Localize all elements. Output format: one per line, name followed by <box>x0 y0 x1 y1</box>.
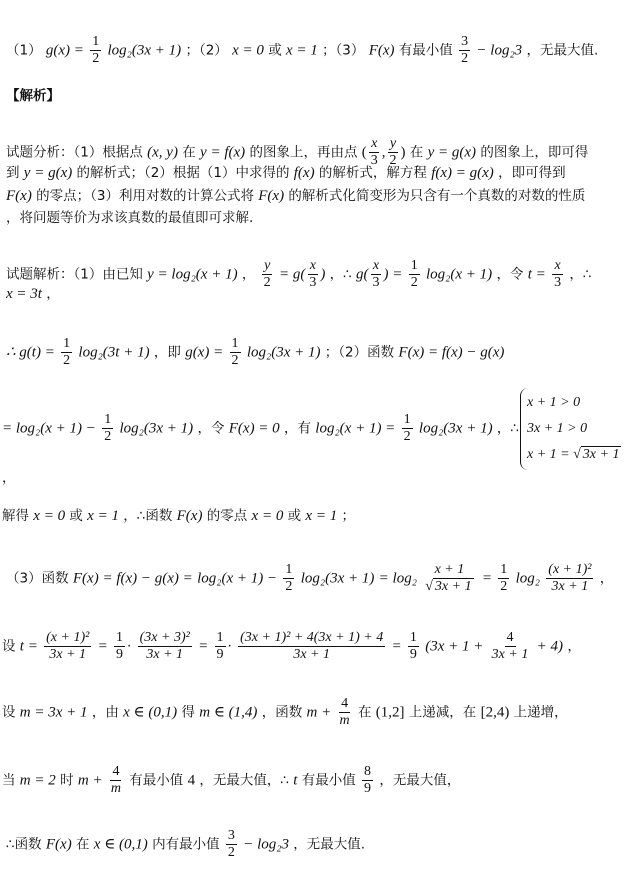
analysis-text: 的解析式，解方程 <box>318 165 427 181</box>
eq-part: ) <box>320 266 326 283</box>
solution-text: ， <box>46 286 60 302</box>
eq-part: F(x) <box>45 836 72 853</box>
eq-y-log: y = log₂(x + 1) <box>147 266 238 283</box>
eq-y-fx: y = f(x) <box>200 144 246 161</box>
analysis-line-4: ，将问题等价为求该真数的最值即可求解. <box>6 210 254 226</box>
answer-three-halves: $\frac{3}{2}$ <box>461 34 469 66</box>
fx: f(x) <box>293 165 315 181</box>
eq-part: [2,4) <box>480 704 510 721</box>
solution-text: ；（2）函数 <box>324 344 395 361</box>
answer-part3-label: ；（3） <box>322 42 365 59</box>
answer-end: ，无最大值. <box>526 42 599 59</box>
eq-part: x = 1 <box>305 508 338 524</box>
eq-part: F(x) = 0 <box>228 420 280 437</box>
eq-part: 4 <box>187 772 196 789</box>
analysis-line-3 <box>6 186 585 206</box>
fraction-half: $\frac{1}{2}$ <box>104 412 112 444</box>
eq-x-3t: x = 3t <box>6 286 42 302</box>
eq-part: x ∈ (0,1) <box>123 704 178 721</box>
analysis-text: 试题分析：（1）根据点 <box>6 144 143 161</box>
solution-text: 解得 <box>2 508 29 524</box>
fraction-4-m: $\frac{4}{m}$ <box>110 764 121 796</box>
answer-part2-label: ；（2） <box>185 42 228 59</box>
fraction-log-arg: $\frac{x + 1}{√ 3x + 1}$ <box>425 562 472 594</box>
case-system <box>520 388 621 470</box>
paren-close: ) <box>400 144 406 161</box>
eq-part: log₂(x + 1) = <box>315 420 396 437</box>
solution-line-9 <box>2 696 568 729</box>
eq-part: log₂(x + 1) − <box>197 570 278 587</box>
eq-part: log₂(x + 1) <box>426 266 493 283</box>
eq-part: t = <box>19 638 38 655</box>
solution-line-2 <box>6 284 60 304</box>
eq-part: log₂(3x + 1) <box>246 344 321 361</box>
eq-part: = log₂ <box>378 570 417 587</box>
eq-part: x = 0 <box>33 508 66 524</box>
eq-part: F(x) = f(x) − g(x) = <box>72 570 193 587</box>
eq-part: m ∈ (1,4) <box>199 704 258 721</box>
eq-part: = <box>391 638 402 655</box>
solution-line-5: ， <box>2 470 16 486</box>
solution-text: ，无最大值，∴ <box>199 772 289 789</box>
solution-line-1 <box>6 258 591 291</box>
eq-part: log₂(3x + 1) <box>418 420 493 437</box>
answer-or: 或 <box>268 42 282 59</box>
eq-part: = g( <box>278 266 306 283</box>
solution-text: 上递增， <box>513 704 568 721</box>
fraction-x-3: $\frac{x}{3}$ <box>370 136 378 168</box>
eq-part: + 4) <box>536 638 564 655</box>
eq-part: g( <box>356 266 369 283</box>
eq-part: = <box>97 638 108 655</box>
solution-text: 当 <box>2 772 16 789</box>
eq-part: ) = <box>383 266 403 283</box>
answer-Fx: F(x) <box>368 42 395 59</box>
answer-part1-label: （1） <box>6 42 42 59</box>
solution-text: ，∴ <box>329 266 352 283</box>
answer-g-lhs: g(x) = <box>45 42 84 59</box>
fraction-8-9: $\frac{8}{9}$ <box>364 764 372 796</box>
eq-part: = <box>481 570 492 587</box>
answer-half-fraction: $\frac{1}{2}$ <box>92 34 100 66</box>
solution-text: 得 <box>181 704 195 721</box>
solution-text: 在 <box>357 704 372 721</box>
solution-text: ∴函数 <box>6 836 42 853</box>
jiexi-heading: 【解析】 <box>6 88 60 104</box>
fraction-ninth: $\frac{1}{9}$ <box>116 630 124 662</box>
eq-part: = <box>198 638 209 655</box>
answer-log-tail: − log₂3 <box>476 42 523 59</box>
solution-text: ， <box>567 638 581 655</box>
eq-part: (1,2] <box>375 704 405 721</box>
solution-text: （3）函数 <box>6 570 69 587</box>
analysis-text: 的图象上，即可得 <box>480 144 589 161</box>
solution-text: 试题解析：（1）由已知 <box>6 266 143 283</box>
solution-text: 时 <box>60 772 74 789</box>
paren-open: ( <box>361 144 367 161</box>
solution-text: ，即 <box>153 344 181 361</box>
case-row: 3x + 1 > 0 <box>527 421 588 436</box>
eq-part: m + <box>77 772 103 789</box>
solution-text: 设 <box>2 638 16 655</box>
dot: · <box>127 638 132 655</box>
fraction-half: $\frac{1}{2}$ <box>403 412 411 444</box>
eq-y-gx: y = g(x) <box>23 165 73 181</box>
answer-line <box>6 34 598 67</box>
solution-text: ，由 <box>91 704 119 721</box>
analysis-text: 的零点；（3）利用对数的计算公式将 <box>36 188 254 204</box>
fraction-three-halves: $\frac{3}{2}$ <box>227 828 235 860</box>
solution-text: ， <box>241 266 256 283</box>
solution-text: 设 <box>2 704 16 721</box>
analysis-text: ，即可得到 <box>498 165 566 181</box>
answer-x1: x = 1 <box>285 42 318 59</box>
fraction-half: $\frac{1}{2}$ <box>500 562 508 594</box>
answer-g-rhs: log₂(3x + 1) <box>107 42 182 59</box>
eq-part: = log₂(x + 1) − <box>2 420 96 437</box>
eq-y-gx: y = g(x) <box>427 144 477 161</box>
solution-text: 有最小值 <box>301 772 356 789</box>
solution-line-6 <box>2 506 355 526</box>
solution-text: 上递减，在 <box>408 704 477 721</box>
point-xy: (x, y) <box>147 144 178 161</box>
eq-part: m = 2 <box>19 772 56 789</box>
fraction-ninth: $\frac{1}{9}$ <box>216 630 224 662</box>
eq-part: x = 0 <box>251 508 284 524</box>
case-row: x + 1 = √ 3x + 1 <box>527 447 620 462</box>
solution-text: ，∴ <box>569 266 592 283</box>
eq-part: F(x) <box>176 508 203 524</box>
eq-part: t <box>293 772 298 789</box>
eq-part: log₂(3x + 1) <box>300 570 375 587</box>
eq-part: ∴ g(t) = <box>6 344 55 361</box>
solution-line-11 <box>6 828 365 861</box>
eq-fx-gx: f(x) = g(x) <box>431 165 494 181</box>
dot: · <box>227 638 232 655</box>
fraction-t3: $\frac{\text{(3x + 1)² + 4(3x + 1) + 4}}{3x + 1}$ <box>240 630 384 662</box>
analysis-text: 的图象上，再由点 <box>249 144 358 161</box>
solution-text: ，令 <box>197 420 225 437</box>
analysis-text: 的解析式；（2）根据（1）中求得的 <box>76 165 290 181</box>
fraction-y-2: $\frac{y}{2}$ <box>389 136 397 168</box>
fraction-x-3: $\frac{x}{3}$ <box>554 258 562 290</box>
solution-text: ，∴函数 <box>123 508 173 524</box>
Fx: F(x) <box>258 188 285 204</box>
eq-part: F(x) = f(x) − g(x) <box>398 344 505 361</box>
solution-text: ，有 <box>283 420 311 437</box>
solution-line-3 <box>6 336 504 369</box>
solution-line-7 <box>6 562 613 595</box>
solution-text: ，令 <box>496 266 524 283</box>
case-row: x + 1 > 0 <box>527 395 581 410</box>
fraction-x-3: $\frac{x}{3}$ <box>372 258 380 290</box>
solution-text: 在 <box>76 836 90 853</box>
solution-line-4 <box>2 412 519 445</box>
fraction-t4: $\frac{4}{3x + 1}$ <box>491 630 529 662</box>
analysis-line-2 <box>6 163 566 183</box>
eq-part: m + <box>306 704 332 721</box>
comma: , <box>381 144 386 161</box>
eq-part: m = 3x + 1 <box>19 704 88 721</box>
eq-part: g(x) = <box>185 344 224 361</box>
eq-part: t = <box>527 266 546 283</box>
fraction-x-3: $\frac{x}{3}$ <box>309 258 317 290</box>
fraction-t1: $\frac{\text{(x + 1)²}}{3x + 1}$ <box>46 630 90 662</box>
solution-text: ， <box>599 570 614 587</box>
answer-x0: x = 0 <box>232 42 264 59</box>
analysis-text: 在 <box>409 144 424 161</box>
Fx: F(x) <box>6 188 32 204</box>
fraction-t2: $\frac{\text{(3x + 3)²}}{3x + 1}$ <box>139 630 190 662</box>
eq-part: x = 1 <box>87 508 119 524</box>
fraction-ninth: $\frac{1}{9}$ <box>409 630 417 662</box>
fraction-half: $\frac{1}{2}$ <box>63 336 71 368</box>
fraction-log-arg2: $\frac{\text{(x + 1)²}}{3x + 1}$ <box>548 562 592 594</box>
answer-min-text: 有最小值 <box>398 42 453 59</box>
fraction-4-m: $\frac{4}{m}$ <box>339 696 350 728</box>
eq-part: log₂ <box>515 570 540 587</box>
solution-text: 内有最小值 <box>152 836 220 853</box>
solution-text: ； <box>341 508 355 524</box>
solution-text: ，∴ <box>496 420 519 437</box>
solution-text: ，无最大值， <box>379 772 461 789</box>
solution-line-10 <box>2 764 460 797</box>
eq-part: − log₂3 <box>243 836 289 853</box>
solution-line-8 <box>2 630 581 663</box>
solution-text: ，函数 <box>261 704 303 721</box>
eq-part: log₂(3x + 1) <box>119 420 194 437</box>
solution-text: 或 <box>69 508 83 524</box>
solution-text: 的零点 <box>206 508 248 524</box>
analysis-text: 到 <box>6 165 20 181</box>
eq-part: (3x + 1 + <box>425 638 484 655</box>
fraction-y-2: $\frac{y}{2}$ <box>263 258 271 290</box>
fraction-half: $\frac{1}{2}$ <box>231 336 239 368</box>
analysis-text: 的解析式化简变形为只含有一个真数的对数的性质 <box>288 188 586 204</box>
fraction-half: $\frac{1}{2}$ <box>410 258 418 290</box>
solution-text: 或 <box>287 508 302 524</box>
solution-text: 有最小值 <box>129 772 184 789</box>
analysis-text: 在 <box>182 144 196 161</box>
fraction-half: $\frac{1}{2}$ <box>285 562 293 594</box>
eq-part: log₂(3t + 1) <box>78 344 150 361</box>
solution-text: ，无最大值. <box>293 836 366 853</box>
eq-part: x ∈ (0,1) <box>93 836 148 853</box>
